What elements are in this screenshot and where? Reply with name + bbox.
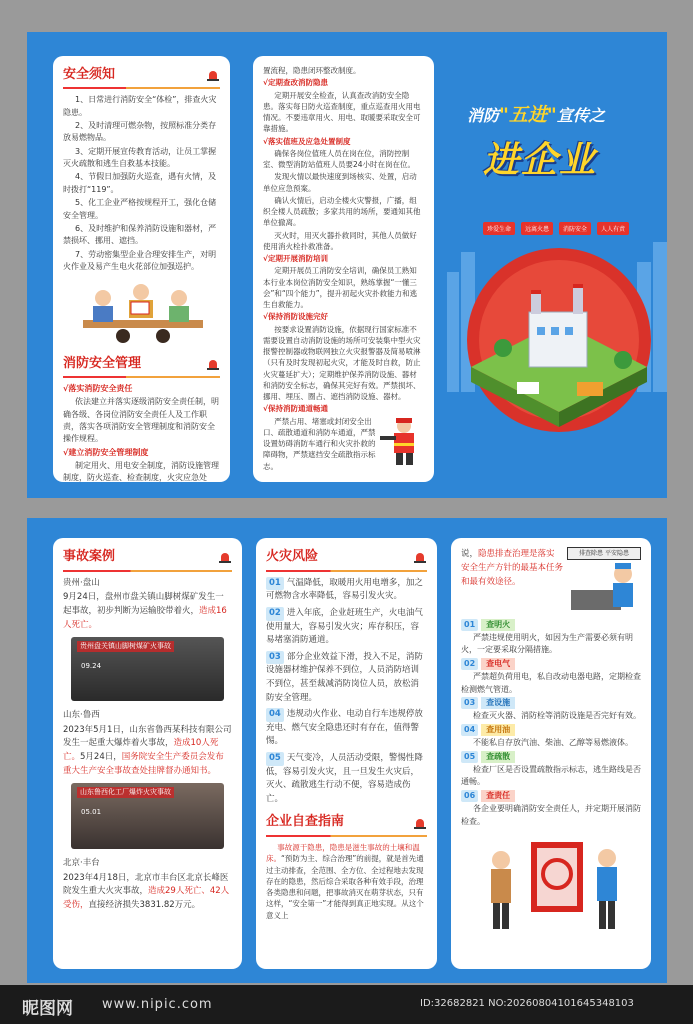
section-title-cases: 事故案例 <box>63 549 116 564</box>
firefighter-illustration <box>380 416 424 466</box>
alarm-icon <box>413 817 427 829</box>
case-text: 9月24日，盘州市盘关镇山脚树煤矿发生一起事故，初步判断为运输胶带着火， <box>63 592 224 616</box>
title-underline <box>266 835 427 837</box>
section-title-safety-notes: 安全须知 <box>63 67 116 82</box>
subsection-text: 按要求设置消防设施，依据现行国家标准不需要设置自动消防设施的场所可安装集中型火灾报警控制器或物联网独立火灾报警器及简易喷淋（只有及时发现初起火灾，才能及时自救，防止火灾蔓延扩大）；定期维护保养消防设施、器材和消防安全标志，确保其完好有效。严禁损坏、挪用、埋压、圈占、遮挡消防设施、器材。 <box>263 324 421 401</box>
risk-item: 01 气温降低，取暖用火用电增多，加之可燃物含水率降低，容易引发火灾。 <box>266 577 423 602</box>
subsection-text: 置流程，隐患闭环整改制度。 <box>263 66 361 75</box>
cover-panel <box>447 32 667 498</box>
subsection-text: 严禁占用、堵塞或封闭安全出口、疏散通道和消防车通道，严禁设置妨碍消防车通行和火灾扑救的障碍物，严禁遮挡安全疏散指示标志。 <box>263 416 376 471</box>
case-text: 2023年5月1日，山东省鲁西某科技有限公司发生一起重大爆炸着火事故， <box>63 724 232 749</box>
alarm-icon <box>413 551 427 563</box>
self-check-text: 事故源于隐患，隐患是滋生事故的土壤和温床。“预防为主、综合治理”的前提，就是首先通过主动排查，全范围、全方位、全过程地去发现存在的隐患，然后综合采取各种有效手段，治理各类隐患和问题，把事故消灭在萌芽状态，只有这样，“安全第一”才能得到真正地实现。从这个意义上 <box>266 843 424 920</box>
case-location: 贵州·盘山 <box>63 577 100 588</box>
subsection-title: √保持消防通道畅通 <box>263 404 329 414</box>
section-title-risks: 火灾风险 <box>266 549 319 564</box>
alarm-icon <box>218 551 232 563</box>
subsection-text: 发现火情以最快速度到场核实、处置，启动单位应急预案。 <box>263 172 417 193</box>
check-item: 06 查责任 各企业要明确消防安全责任人，并定期开展消防检查。 <box>461 790 641 826</box>
safety-item: 3、定期开展宣传教育活动，让员工掌握灭火疏散和逃生自救基本技能。 <box>63 146 217 169</box>
slogan-pills <box>483 222 629 235</box>
panel-management-continued <box>253 56 434 482</box>
title-underline <box>63 376 220 378</box>
check-item: 01 查明火 严禁违规使用明火，如因为生产需要必须有明火，一定要采取分隔措施。 <box>461 619 633 655</box>
safety-item: 2、及时清理可燃杂物，按照标准分类存放易燃物品。 <box>63 120 217 143</box>
slogan-pill: 珍爱生命 <box>483 222 515 235</box>
subsection-text: 定期开展员工消防安全培训，确保员工熟知本行业本岗位消防安全知识，熟练掌握“一懂三会”和“四个能力”，提升初起火灾扑救能力和逃生自救能力。 <box>263 266 418 309</box>
case-text: 2023年4月18日，北京市丰台区北京长峰医院发生重大火灾事故， <box>63 872 229 897</box>
panel-risks <box>256 538 437 969</box>
inspection-badge: 排查除患 平安隐患 <box>567 547 641 560</box>
subsection-text: 灭火时，用灭火器扑救同时，其他人员做好使用消火栓扑救准备。 <box>263 230 417 251</box>
slogan-pill: 消防安全 <box>559 222 591 235</box>
title-underline <box>63 87 220 89</box>
slogan-pill: 人人有责 <box>597 222 629 235</box>
panel-check-items <box>451 538 651 969</box>
watermark-id: ID:32682821 NO:20260804101645348103 <box>420 998 634 1009</box>
brochure-outer-side <box>27 32 667 498</box>
section-title-self-check: 企业自查指南 <box>266 814 345 830</box>
cover-subtitle: 消防"五进"宣传之 <box>467 104 605 126</box>
risk-item: 05 天气变冷，人员活动受限，警惕性降低，容易引发火灾，且一旦发生火灾后，灭火、疏散逃生行动不便，容易造成伤亡。 <box>266 752 423 804</box>
factory-illustration <box>447 232 667 498</box>
watermark-logo: 昵图网 <box>22 999 73 1019</box>
inspector-icon <box>567 560 641 614</box>
slogan-pill: 远离火患 <box>521 222 553 235</box>
section-title-management: 消防安全管理 <box>63 355 142 371</box>
check-item: 02 查电气 严禁超负荷用电，私自改动电器电路，定期检查检测燃气管道。 <box>461 658 641 694</box>
risk-item: 03 部分企业效益下滑，投入不足，消防设施器材维护保养不到位，人员消防培训不到位，甚至裁减消防岗位人员，放松消防安全管理。 <box>266 651 423 703</box>
check-item: 04 查用油 不能私自存放汽油、柴油、乙醇等易燃液体。 <box>461 724 641 750</box>
check-intro: 说，隐患排查治理是落实安全生产方针的最基本任务和最有效途径。 <box>461 549 564 588</box>
safety-item: 5、化工企业严格按规程开工，强化仓储安全管理。 <box>63 198 217 220</box>
alarm-icon <box>206 358 220 370</box>
subsection-text: 确认火情后，启动全楼火灾警报，广播，组织全楼人员疏散；多家共用的场所，要通知其他单位撤离。 <box>263 195 421 228</box>
case-highlight: 造成29人死亡、42人受伤， <box>63 886 230 910</box>
cover-title: 进企业 <box>483 140 598 181</box>
subsection-title: √定期查改消防隐患 <box>263 78 329 88</box>
case-highlight: 造成10人死亡。 <box>63 738 219 762</box>
subsection-text: 依法建立并落实逐级消防安全责任制，明确各级、各岗位消防安全责任人及工作职责，落实各项消防安全管理制度和消防安全操作规程。 <box>63 397 219 444</box>
subsection-text: 定期开展安全检查，认真查改消防安全隐患。落实每日防火巡查制度，重点巡查用火用电情况。不要违章用火、用电、取暖要采取安全可靠措施。 <box>263 90 421 134</box>
case-location: 山东·鲁西 <box>63 710 100 721</box>
subsection-title: √建立消防安全管理制度 <box>63 447 149 457</box>
panel-cases <box>53 538 242 969</box>
title-underline <box>63 570 232 572</box>
meeting-illustration <box>63 278 220 348</box>
safety-item: 6、及时维护和保养消防设施和器材，严禁损坏、挪用、遮挡。 <box>63 224 217 246</box>
brochure-inner-side <box>27 518 667 983</box>
case-photo: 山东鲁西化工厂爆炸火灾事故 05.01 <box>71 783 224 849</box>
check-item: 03 查设施 检查灭火器、消防栓等消防设施是否完好有效。 <box>461 697 641 723</box>
alarm-icon <box>206 69 220 81</box>
case-highlight: 国务院安全生产委员会发布重大生产安全事故查处挂牌督办通知书。 <box>63 751 224 776</box>
risk-item: 04 违规动火作业、电动自行车违规停放充电、燃气安全隐患还时有存在，值得警惕。 <box>266 709 423 747</box>
subsection-text: 确保各岗位值班人员在岗在位，消防控制室、微型消防站值班人员要24小时在岗在位。 <box>263 148 416 169</box>
risk-item: 02 进入年底，企业赶班生产，火电油气使用量大，容易引发火灾；库存积压，容易堵塞消防通道。 <box>266 607 423 646</box>
safety-item: 1、日常进行消防安全“体检”，排查火灾隐患。 <box>63 95 217 117</box>
subsection-title: √落实值班及应急处置制度 <box>263 136 351 146</box>
title-underline <box>266 570 427 572</box>
panel-safety-notes <box>53 56 230 482</box>
subsection-title: √保持消防设施完好 <box>263 312 329 322</box>
watermark-url: www.nipic.com <box>102 997 213 1012</box>
watermark-bar <box>0 985 693 1024</box>
safety-item: 7、劳动密集型企业合理安排生产，对明火作业及易产生电火花部位加强巡护。 <box>63 249 217 272</box>
safety-item: 4、节假日加强防火巡查，遇有火情，及时拨打“119”。 <box>63 172 217 194</box>
subsection-text: 制定用火、用电安全制度，消防设施管理制度，防火巡查、检查制度，火灾应急处 <box>63 461 219 482</box>
hydrant-cabinet-illustration <box>461 832 641 932</box>
inspection-illustration <box>567 547 641 619</box>
case-location: 北京·丰台 <box>63 858 100 869</box>
check-item: 05 查疏散 检查厂区是否设置疏散指示标志，逃生路线是否通畅。 <box>461 751 641 787</box>
case-highlight: 造成16人死亡。 <box>63 605 227 630</box>
subsection-title: √定期开展消防培训 <box>263 254 329 263</box>
case-text: 直接经济损失3831.82万元。 <box>88 899 201 910</box>
subsection-title: √落实消防安全责任 <box>63 383 133 393</box>
case-photo: 贵州盘关镇山脚树煤矿火事故 09.24 <box>71 637 224 701</box>
case-text: 5月24日， <box>80 751 122 762</box>
